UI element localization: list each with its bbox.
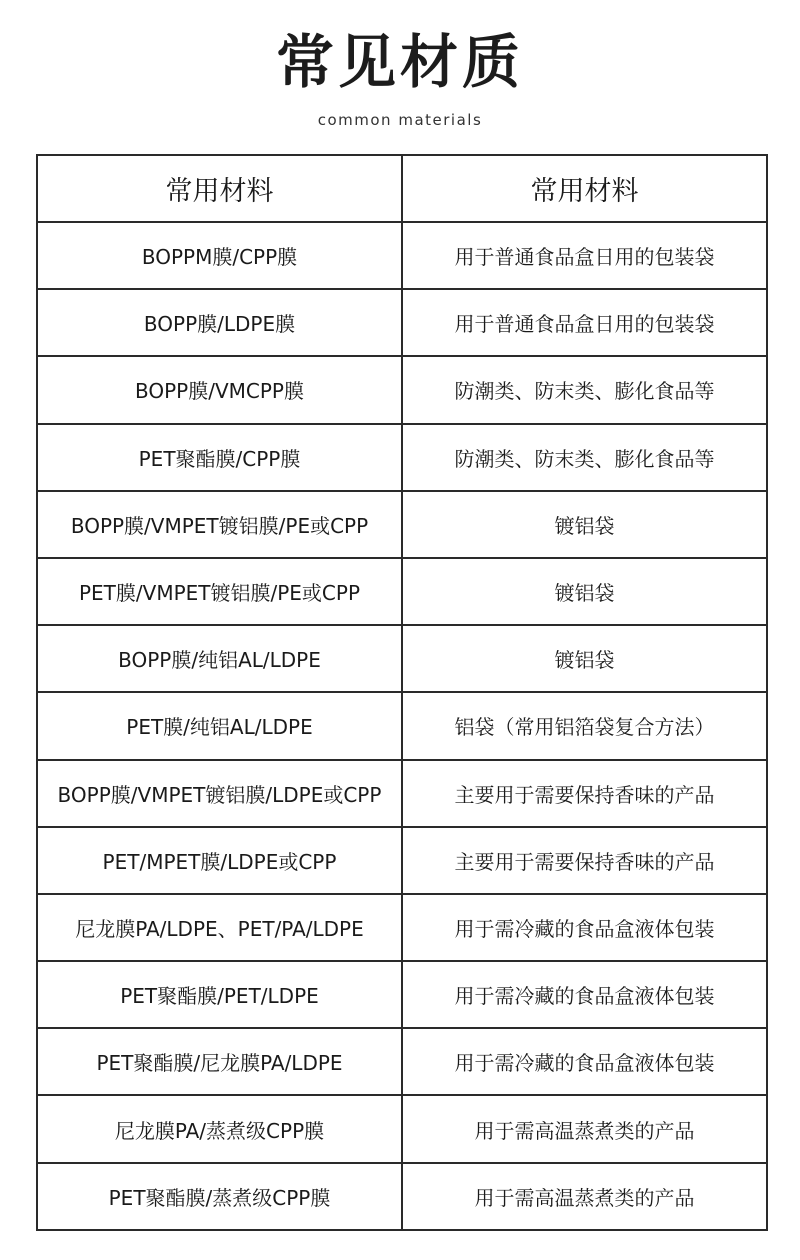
table-row xyxy=(37,625,767,692)
table-row xyxy=(37,1095,767,1162)
material-cell: PET聚酯膜/PET/LDPE xyxy=(37,961,402,1028)
table-row xyxy=(37,1163,767,1230)
table-row xyxy=(37,491,767,558)
usage-cell: 主要用于需要保持香味的产品 xyxy=(402,760,767,827)
table-row xyxy=(37,961,767,1028)
material-cell: PET膜/纯铝AL/LDPE xyxy=(37,692,402,759)
material-cell: PET聚酯膜/尼龙膜PA/LDPE xyxy=(37,1028,402,1095)
table-row xyxy=(37,894,767,961)
usage-cell: 用于需冷藏的食品盒液体包装 xyxy=(402,894,767,961)
usage-cell: 铝袋（常用铝箔袋复合方法） xyxy=(402,692,767,759)
usage-cell: 用于需冷藏的食品盒液体包装 xyxy=(402,961,767,1028)
usage-cell: 镀铝袋 xyxy=(402,625,767,692)
usage-cell: 镀铝袋 xyxy=(402,558,767,625)
material-cell: BOPP膜/纯铝AL/LDPE xyxy=(37,625,402,692)
material-cell: BOPP膜/VMCPP膜 xyxy=(37,356,402,423)
usage-cell: 用于需高温蒸煮类的产品 xyxy=(402,1163,767,1230)
usage-cell: 防潮类、防末类、膨化食品等 xyxy=(402,424,767,491)
usage-cell: 防潮类、防末类、膨化食品等 xyxy=(402,356,767,423)
usage-cell: 用于需高温蒸煮类的产品 xyxy=(402,1095,767,1162)
material-cell: BOPPM膜/CPP膜 xyxy=(37,222,402,289)
material-cell: PET聚酯膜/CPP膜 xyxy=(37,424,402,491)
material-cell: BOPP膜/LDPE膜 xyxy=(37,289,402,356)
materials-table xyxy=(36,154,768,1231)
material-cell: PET聚酯膜/蒸煮级CPP膜 xyxy=(37,1163,402,1230)
table-header-row xyxy=(37,155,767,222)
table-row xyxy=(37,356,767,423)
table-row xyxy=(37,424,767,491)
table-row xyxy=(37,558,767,625)
material-cell: 尼龙膜PA/蒸煮级CPP膜 xyxy=(37,1095,402,1162)
material-cell: BOPP膜/VMPET镀铝膜/LDPE或CPP xyxy=(37,760,402,827)
material-cell: BOPP膜/VMPET镀铝膜/PE或CPP xyxy=(37,491,402,558)
table-row xyxy=(37,1028,767,1095)
material-cell: PET膜/VMPET镀铝膜/PE或CPP xyxy=(37,558,402,625)
table-row xyxy=(37,827,767,894)
usage-cell: 主要用于需要保持香味的产品 xyxy=(402,827,767,894)
column-header-material: 常用材料 xyxy=(37,155,402,222)
usage-cell: 用于普通食品盒日用的包装袋 xyxy=(402,289,767,356)
usage-cell: 用于需冷藏的食品盒液体包装 xyxy=(402,1028,767,1095)
material-cell: PET/MPET膜/LDPE或CPP xyxy=(37,827,402,894)
table-row xyxy=(37,289,767,356)
column-header-usage: 常用材料 xyxy=(402,155,767,222)
table-row xyxy=(37,760,767,827)
table-row xyxy=(37,222,767,289)
page-subtitle: common materials xyxy=(317,111,483,129)
usage-cell: 用于普通食品盒日用的包装袋 xyxy=(402,222,767,289)
table-row xyxy=(37,692,767,759)
usage-cell: 镀铝袋 xyxy=(402,491,767,558)
page-title: 常见材质 xyxy=(275,28,524,96)
material-cell: 尼龙膜PA/LDPE、PET/PA/LDPE xyxy=(37,894,402,961)
